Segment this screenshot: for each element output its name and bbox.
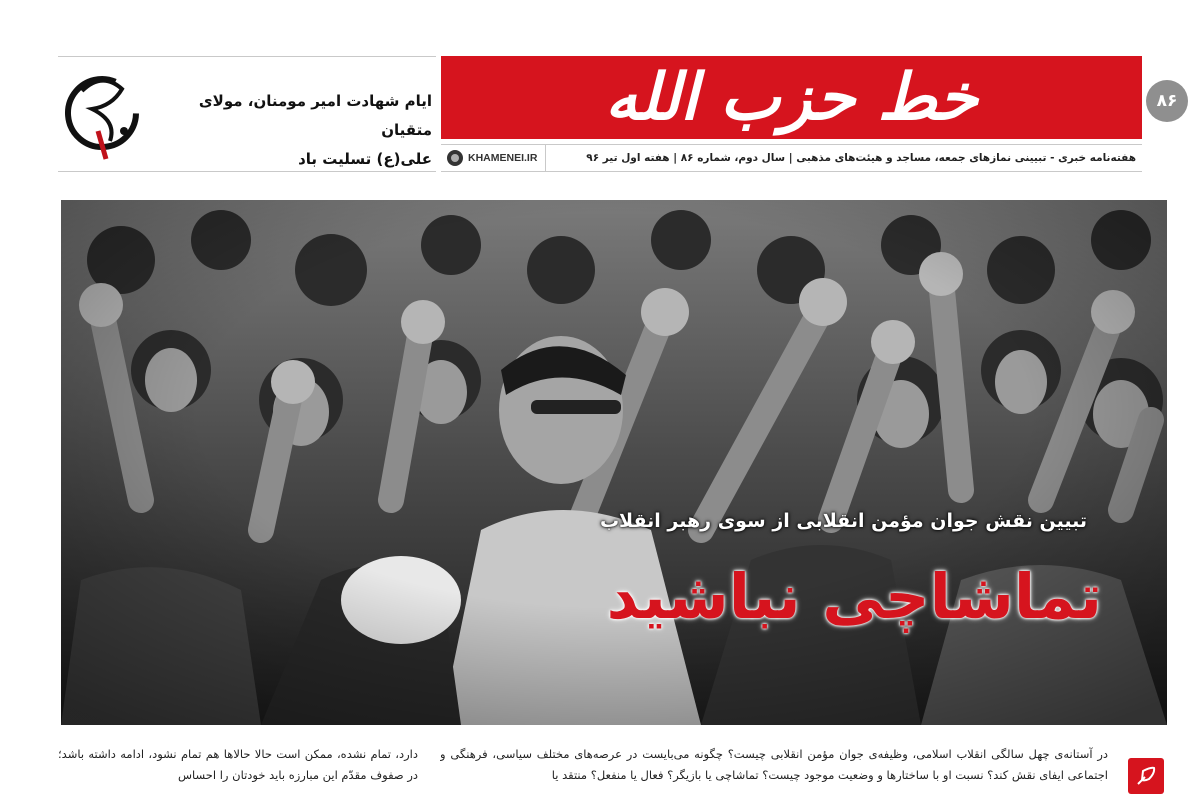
issue-number-badge: ۸۶ (1146, 80, 1188, 122)
hero-subtitle: تبیین نقش جوان مؤمن انقلابی از سوی رهبر انقلاب (599, 510, 1087, 532)
condolence-box (58, 56, 436, 172)
hero-title: تماشاچی نباشید (606, 560, 1102, 633)
masthead-title: خط حزب الله (605, 60, 978, 135)
condolence-line-1: ایام شهادت امیر مومنان، مولای متقیان (198, 92, 432, 139)
masthead-subline (441, 144, 1142, 172)
masthead (441, 56, 1142, 139)
publication-description: هفته‌نامه خبری - تبیینی نمازهای جمعه، مساجد و هیئت‌های مذهبی | سال دوم، شماره ۸۶ | هفته اول تیر ۹۶ (586, 152, 1136, 164)
calligraphy-logo (62, 61, 140, 165)
crowd-photo-illustration (61, 200, 1167, 725)
globe-icon (447, 150, 463, 166)
site-label: KHAMENEI.IR (468, 152, 538, 164)
article-column-right: در آستانه‌ی چهل سالگی انقلاب اسلامی، وظیفه‌ی جوان مؤمن انقلابی چیست؟ چگونه می‌بایست در عرصه‌های مختلف سیاسی، فرهنگی و اجتماعی ایفای نقش کند؟ نسبت او با ساختارها و وضعیت موجود چیست؟ تماشاچی یا بازیگر؟ فعال یا منفعل؟ منتقد یا (440, 747, 1108, 782)
quill-icon (1128, 758, 1164, 794)
site-link[interactable] (441, 145, 546, 171)
condolence-line-2: علی(ع) تسلیت باد (298, 150, 432, 168)
condolence-text (152, 87, 432, 174)
article-column-left: دارد، تمام نشده، ممکن است حالا حالاها هم تمام نشود، ادامه داشته باشد؛ در صفوف مقدّم این مبارزه باید خودتان را احساس (58, 747, 418, 782)
hero-photo (61, 200, 1167, 725)
